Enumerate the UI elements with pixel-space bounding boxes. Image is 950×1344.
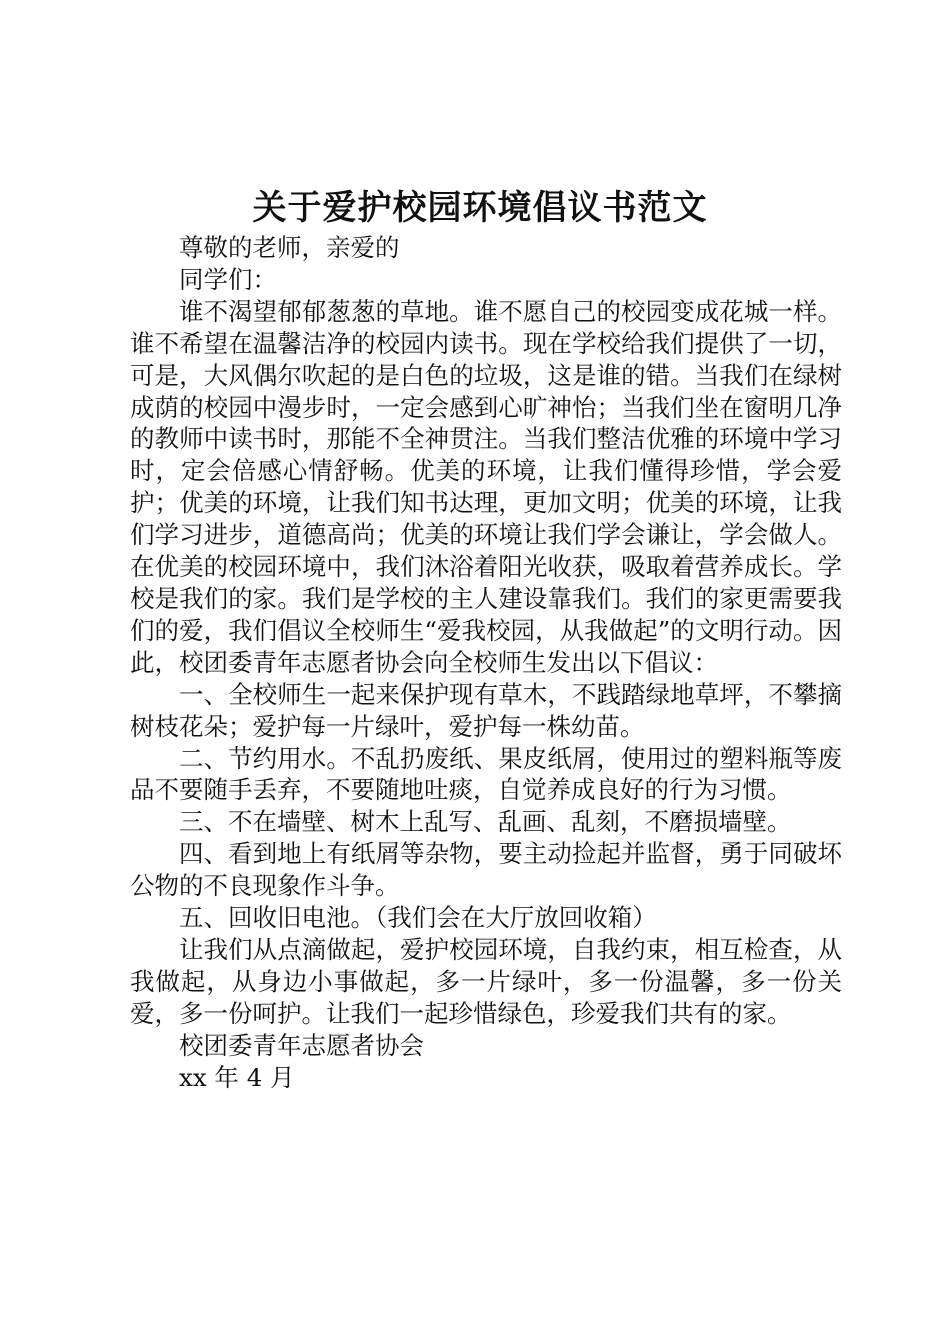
proposal-item: 四、看到地上有纸屑等杂物，要主动捡起并监督，勇于同破坏公物的不良现象作斗争。 [130,839,842,901]
document-body [130,232,842,1093]
proposal-item: 二、节约用水。不乱扔废纸、果皮纸屑，使用过的塑料瓶等废品不要随手丢弃，不要随地吐痰，自觉养成良好的行为习惯。 [130,743,842,805]
greeting-line: 同学们： [179,264,277,294]
closing-paragraph: 让我们从点滴做起，爱护校园环境，自我约束，相互检查，从我做起，从身边小事做起，多一片绿叶，多一份温馨，多一份关爱，多一份呵护。让我们一起珍惜绿色，珍爱我们共有的家。 [130,934,842,1028]
signature: 校团委青年志愿者协会 [179,1030,424,1060]
date: xx 年 4 月 [179,1062,295,1092]
proposal-item: 五、回收旧电池。（我们会在大厅放回收箱） [179,903,657,933]
document-title: 关于爱护校园环境倡议书范文 [252,188,708,228]
greeting-line: 尊敬的老师，亲爱的 [179,233,400,262]
body-paragraph: 谁不渴望郁郁葱葱的草地。谁不愿自己的校园变成花城一样。谁不希望在温馨洁净的校园内读书。现在学校给我们提供了一切，可是，大风偶尔吹起的是白色的垃圾，这是谁的错。当我们在绿树成荫的校园中漫步时，一定会感到心旷神怡；当我们坐在窗明几净的教师中读书时，那能不全神贯注。当我们整洁优雅的环境中学习时，定会倍感心情舒畅。优美的环境，让我们懂得珍惜，学会爱护；优美的环境，让我们知书达理，更加文明；优美的环境，让我们学习进步，道德高尚；优美的环境让我们学会谦让，学会做人。在优美的校园环境中，我们沐浴着阳光收获，吸取着营养成长。学校是我们的家。我们是学校的主人建设靠我们。我们的家更需要我们的爱，我们倡议全校师生“爱我校园，从我做起”的文明行动。因此，校团委青年志愿者协会向全校师生发出以下倡议： [130,296,842,677]
proposal-item: 一、全校师生一起来保护现有草木，不践踏绿地草坪，不攀摘树枝花朵；爱护每一片绿叶，爱护每一株幼苗。 [130,679,842,741]
proposal-item: 三、不在墙壁、树木上乱写、乱画、乱刻，不磨损墙壁。 [179,807,792,837]
